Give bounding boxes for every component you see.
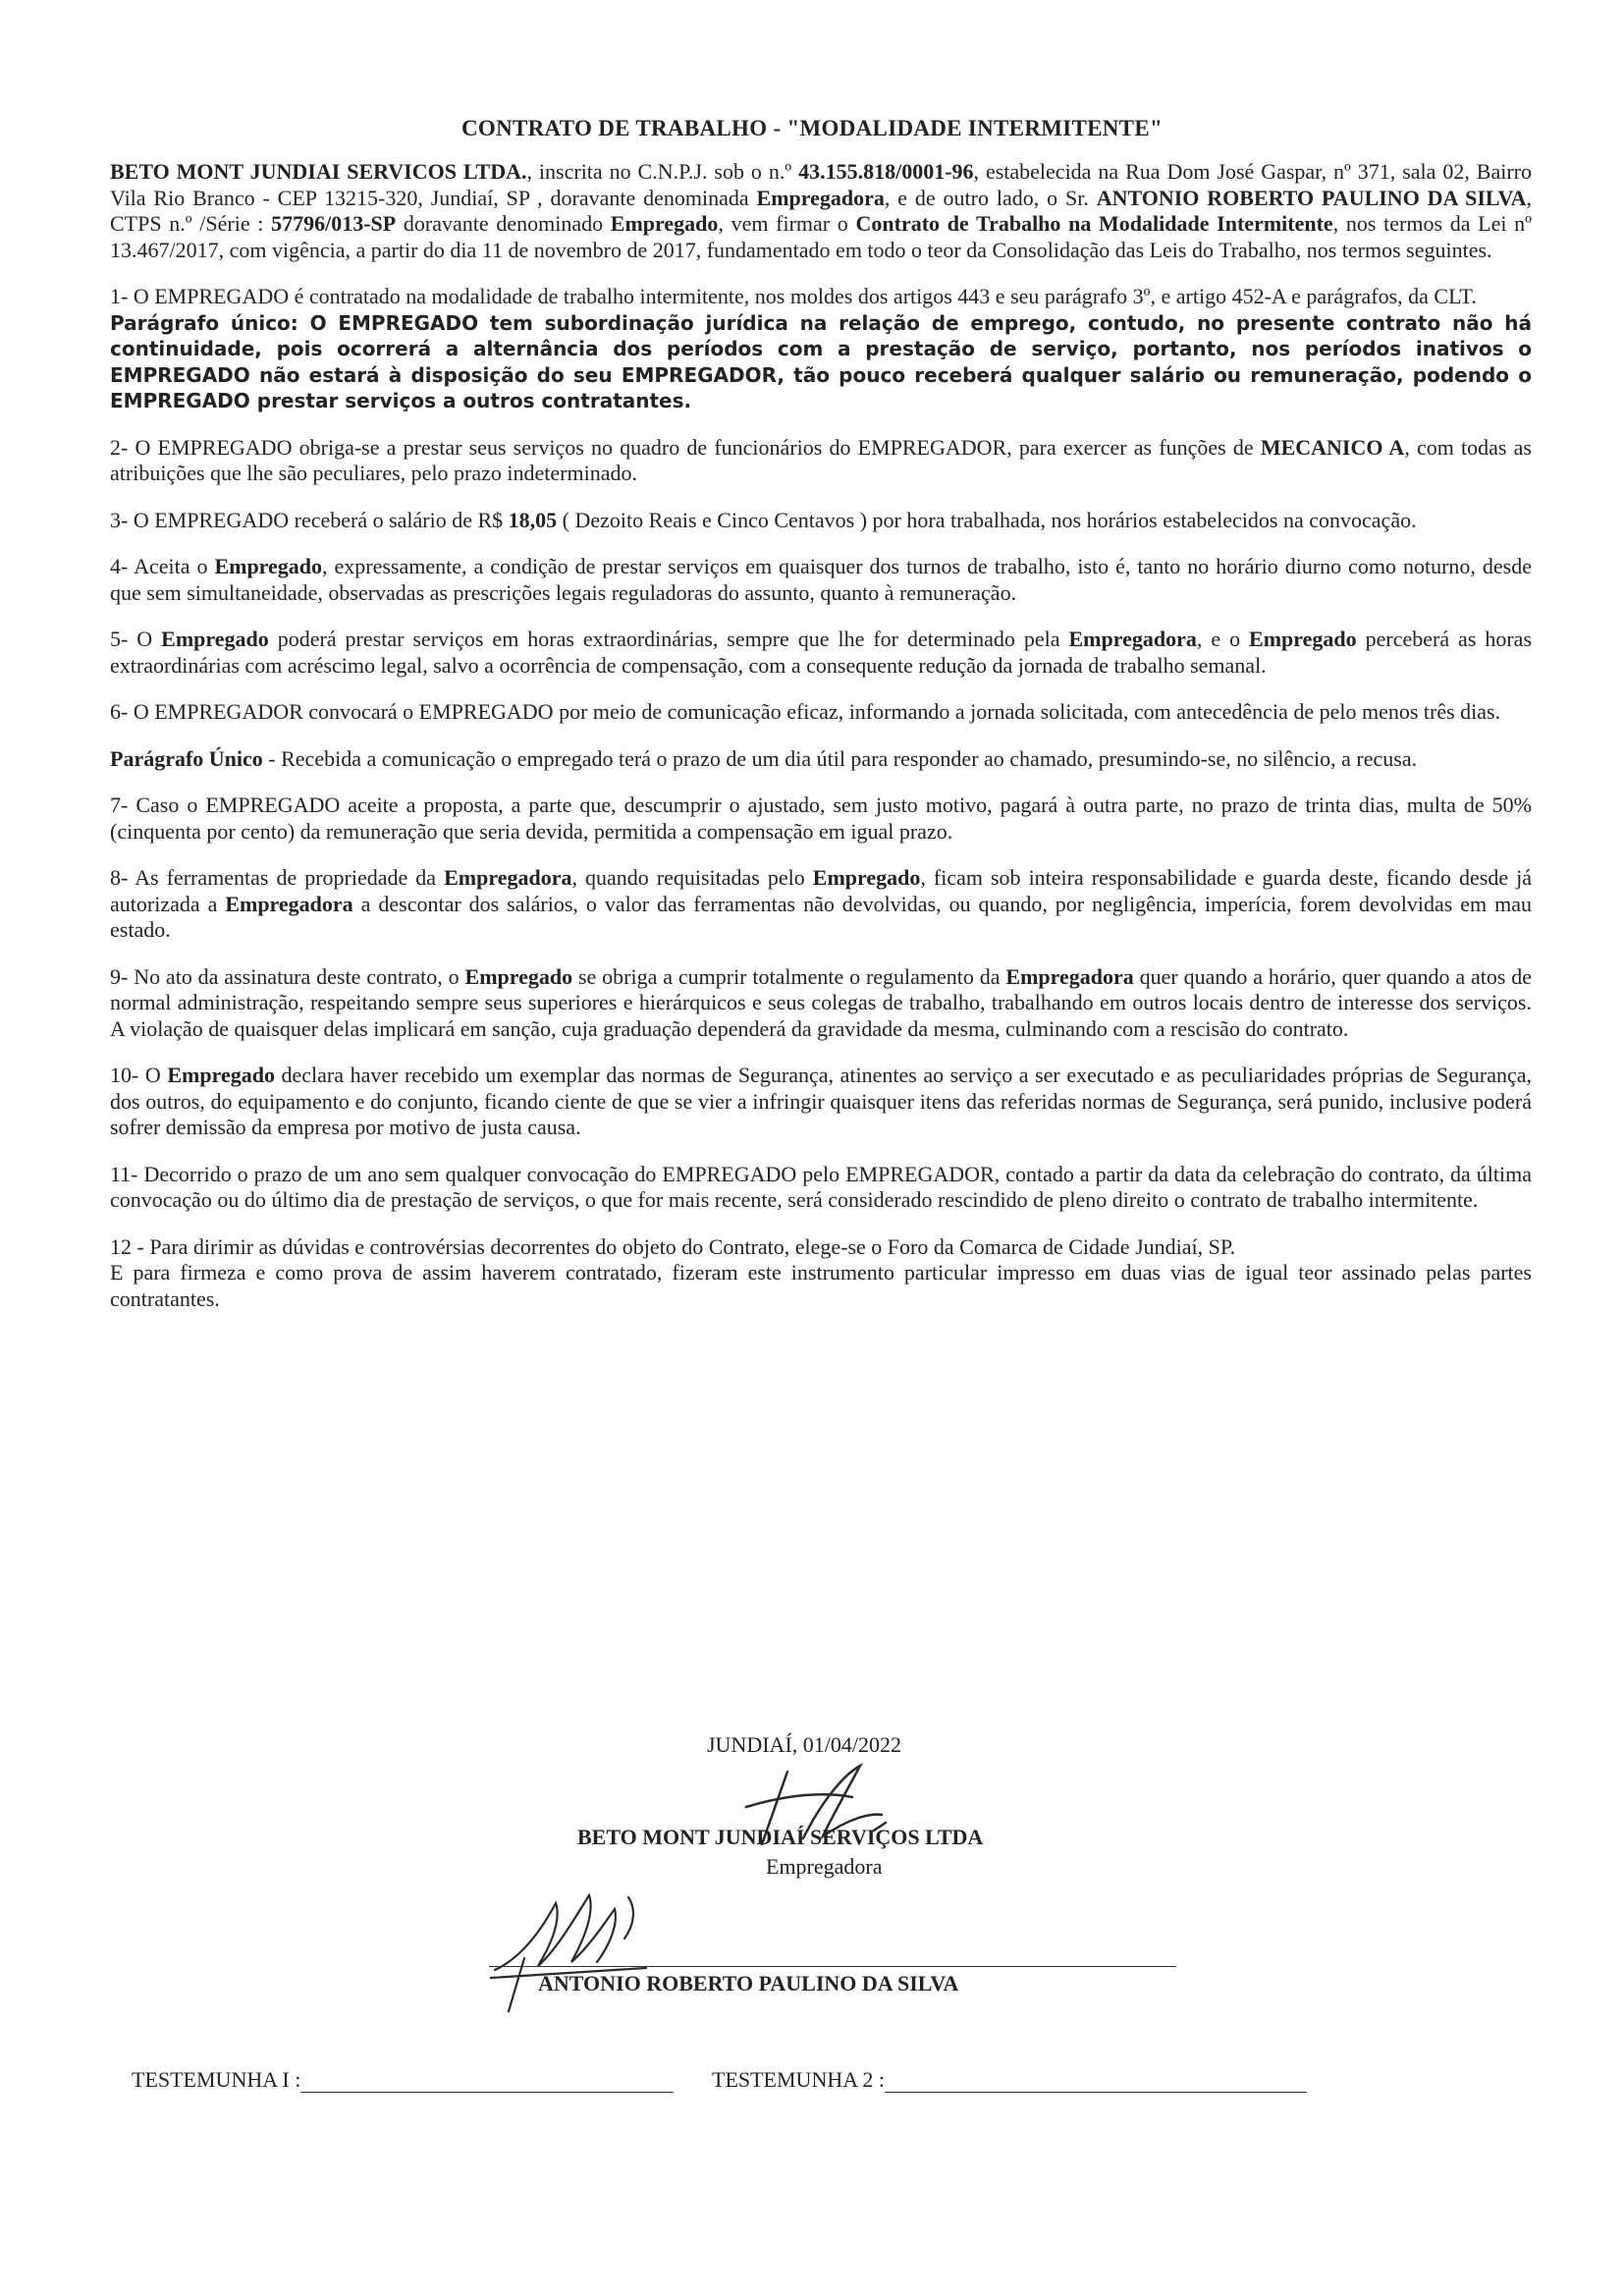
employer-role: Empregadora: [766, 1854, 883, 1879]
term-empregado: Empregado: [464, 963, 573, 989]
place-date: JUNDIAÍ, 01/04/2022: [707, 1732, 901, 1757]
witness-1-label: TESTEMUNHA I :: [132, 2067, 301, 2092]
witness-1-line: [300, 2072, 674, 2093]
clause-6-paragraph: [110, 746, 1532, 773]
company-name: BETO MONT JUNDIAI SERVICOS LTDA.: [110, 159, 527, 184]
paragraph-text: - Recebida a comunicação o empregado terá o prazo de um dia útil para responder ao chamado, presumindo-se, no silêncio, a recusa.: [262, 745, 1418, 771]
clause-text: a descontar dos salários, o valor das ferramentas não devolvidas, ou quando, por negligência, imperícia, forem devolvidas em mau estado.: [110, 891, 1532, 942]
term-empregadora: Empregadora: [1068, 627, 1197, 651]
witness-1: [132, 2067, 674, 2093]
term-empregado: Empregado: [214, 554, 323, 578]
paragraph-label: Parágrafo Único: [110, 745, 263, 771]
intro-text: , nos termos da Lei nº 13.467/2017, com vigência, a partir do dia 11 de novembro de 2017, fundamentado em todo o teor da Consolidação das Leis do Trabalho, nos termos seguintes.: [110, 211, 1532, 262]
clause-text: 5- O: [110, 627, 162, 651]
clause-5: [110, 627, 1532, 679]
witness-2-line: [885, 2072, 1307, 2093]
clause-text: , quando requisitadas pelo: [571, 865, 813, 890]
contract-body: [110, 159, 1532, 1312]
clause-text: 2- O EMPREGADO obriga-se a prestar seus serviços no quadro de funcionários do EMPREGADOR, para exercer as funções de: [110, 434, 1261, 460]
clause-text: 3- O EMPREGADO receberá o salário de R$: [110, 507, 509, 532]
job-role: MECANICO A: [1260, 434, 1405, 460]
clause-2: [110, 435, 1532, 487]
clause-8: [110, 865, 1532, 944]
clause-text: declara haver recebido um exemplar das normas de Segurança, atinentes ao serviço a ser executado e as peculiaridades próprias de Segurança, dos outros, do equipamento e do conjunto, ficando ciente de que se vier a infringir quaisquer itens das referidas normas de Segurança, será punido, inclusive poderá sofrer demissão da empresa por motivo de justa causa.: [110, 1063, 1532, 1139]
intro-text: , e de outro lado, o Sr.: [884, 185, 1097, 210]
page-title: CONTRATO DE TRABALHO - "MODALIDADE INTERMITENTE": [460, 116, 1164, 140]
clause-3: [110, 508, 1532, 534]
employee-signature-line: [489, 1966, 1176, 1967]
clause-10: [110, 1063, 1532, 1141]
clause-text: 4- Aceita o: [110, 554, 215, 578]
clause-text: quer quando a horário, quer quando a atos de normal administração, respeitando sempre seus superiores e hierárquicos e seus colegas de trabalho, trabalhando em outros locais dentro de interesse dos serviços. A violação de quaisquer delas implicará em sanção, cuja graduação dependerá da gravidade da mesma, culminando com a rescisão do contrato.: [110, 963, 1533, 1041]
paragraph-text: O EMPREGADO tem subordinação jurídica na relação de emprego, contudo, no presente contrato não há continuidade, pois ocorrerá a alternância dos períodos com a prestação de serviço, portanto, nos períodos inativos o EMPREGADO não estará à disposição do seu EMPREGADOR, tão pouco receberá qualquer salário ou remuneração, podendo o EMPREGADO prestar serviços a outros contratantes.: [110, 310, 1532, 412]
clause-text: , ficam sob inteira responsabilidade e guarda deste, ficando desde já autorizada a: [110, 865, 1532, 916]
employee-sig-name: ANTONIO ROBERTO PAULINO DA SILVA: [538, 1971, 959, 1995]
employee-name: ANTONIO ROBERTO PAULINO DA SILVA: [1096, 185, 1527, 210]
clause-12: 12 - Para dirimir as dúvidas e controvérsias decorrentes do objeto do Contrato, elege-se o Foro da Comarca de Cidade Jundiaí, SP.: [110, 1233, 1236, 1259]
term-empregado: Empregado: [167, 1063, 275, 1087]
intro-text: , inscrita no C.N.P.J. sob o n.º: [526, 159, 799, 184]
clause-9: [110, 964, 1532, 1043]
intro-text: , CTPS n.º /Série :: [110, 185, 1532, 236]
clause-text: poderá prestar serviços em horas extraordinárias, sempre que lhe for determinado pela: [268, 627, 1069, 651]
paragraph-label: Parágrafo único:: [110, 310, 298, 335]
term-empregado: Empregado: [610, 211, 719, 236]
employer-name: BETO MONT JUNDIAÍ SERVIÇOS LTDA: [577, 1825, 984, 1849]
clause-text: , expressamente, a condição de prestar serviços em quaisquer dos turnos de trabalho, isto é, tanto no horário diurno como noturno, desde que sem simultaneidade, observadas as prescrições legais reguladoras do assunto, quanto à remuneração.: [110, 554, 1532, 605]
clause-text: ( Dezoito Reais e Cinco Centavos ) por hora trabalhada, nos horários estabelecidos na convocação.: [557, 507, 1417, 532]
clause-4: [110, 554, 1532, 606]
term-empregado: Empregado: [1249, 627, 1357, 651]
hourly-wage: 18,05: [508, 507, 558, 532]
intro-text: doravante denominado: [396, 211, 611, 236]
clause-1: 1- O EMPREGADO é contratado na modalidade de trabalho intermitente, nos moldes dos artigos 443 e seu parágrafo 3º, e artigo 452-A e parágrafos, da CLT.: [110, 284, 1477, 308]
clause-7: 7- Caso o EMPREGADO aceite a proposta, a parte que, descumprir o ajustado, sem justo motivo, pagará à outra parte, no prazo de trinta dias, multa de 50% (cinquenta por cento) da remuneração que seria devida, permitida a compensação em igual prazo.: [110, 793, 1532, 844]
term-empregado: Empregado: [161, 627, 269, 651]
clause-text: 10- O: [110, 1063, 168, 1087]
witness-2-label: TESTEMUNHA 2 :: [712, 2067, 885, 2092]
clause-text: 8- As ferramentas de propriedade da: [110, 865, 445, 890]
term-empregadora: Empregadora: [756, 185, 885, 210]
clause-1-paragraph: [110, 310, 1532, 414]
clause-6: 6- O EMPREGADOR convocará o EMPREGADO por meio de comunicação eficaz, informando a jornada solicitada, com antecedência de pelo menos três dias.: [110, 699, 1501, 724]
witness-2: [712, 2067, 1307, 2093]
intro-text: , estabelecida na Rua Dom José Gaspar, nº 371, sala 02, Bairro Vila Rio Branco - CEP 13215-320, Jundiaí, SP , doravante denominada: [110, 159, 1533, 210]
clause-text: 9- No ato da assinatura deste contrato, o: [110, 963, 465, 989]
clause-11: 11- Decorrido o prazo de um ano sem qualquer convocação do EMPREGADO pelo EMPREGADOR, contado a partir da data da celebração do contrato, da última convocação ou do último dia de prestação de serviços, o que for mais recente, será considerado rescindido de pleno direito o contrato de trabalho intermitente.: [110, 1161, 1532, 1212]
contract-type: Contrato de Trabalho na Modalidade Intermitente: [855, 211, 1333, 236]
intro-paragraph: [110, 159, 1532, 263]
clause-text: perceberá as horas extraordinárias com acréscimo legal, salvo a ocorrência de compensação, com a consequente redução da jornada de trabalho semanal.: [110, 627, 1533, 678]
employee-signature: [481, 1864, 658, 2021]
cnpj-number: 43.155.818/0001-96: [798, 159, 974, 184]
ctps-number: 57796/013-SP: [271, 211, 397, 236]
term-empregado: Empregado: [812, 865, 921, 890]
term-empregadora: Empregadora: [444, 865, 572, 890]
intro-text: , vem firmar o: [718, 211, 856, 236]
clause-text: , com todas as atribuições que lhe são peculiares, pelo prazo indeterminado.: [110, 434, 1532, 485]
term-empregadora: Empregadora: [225, 891, 353, 916]
clause-text: , e o: [1196, 627, 1250, 651]
clause-text: se obriga a cumprir totalmente o regulamento da: [572, 963, 1006, 989]
term-empregadora: Empregadora: [1005, 963, 1134, 989]
closing-statement: E para firmeza e como prova de assim haverem contratado, fizeram este instrumento particular impresso em duas vias de igual teor assinado pelas partes contratantes.: [110, 1260, 1532, 1311]
